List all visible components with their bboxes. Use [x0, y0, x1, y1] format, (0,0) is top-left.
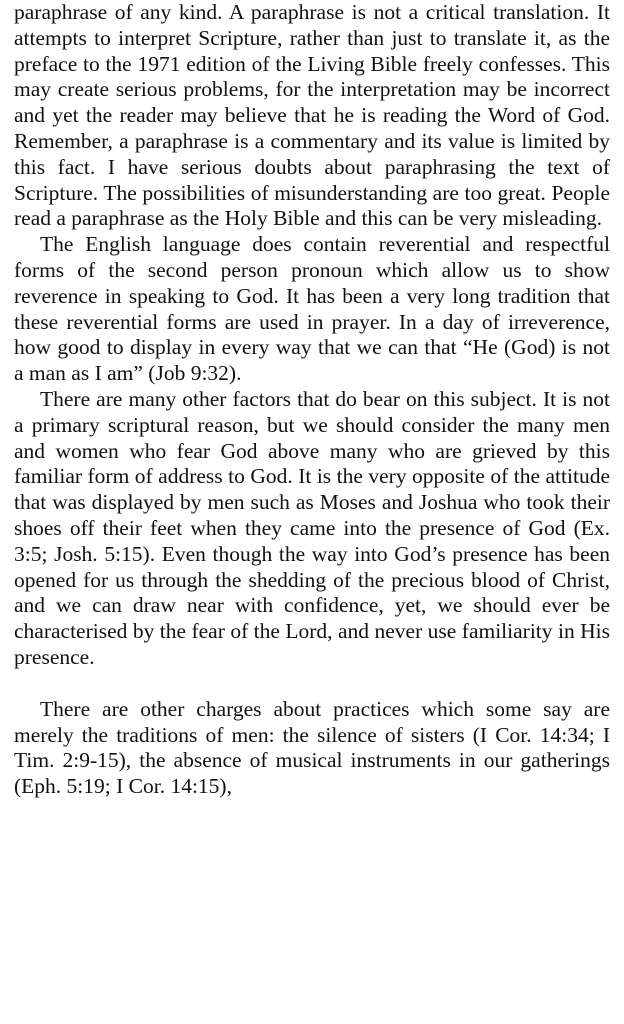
paragraph-other-factors: There are many other factors that do bear on this subject. It is not a primary scriptural reason, but we should consider the many men and women who fear God above many who are grieved by this familiar form of address to God. It is the very opposite of the attitude that was displayed by men such as Moses and Joshua who took their shoes off their feet when they came into the presence of God (Ex. 3:5; Josh. 5:15). Even though the way into God’s presence has been opened for us through the shedding of the precious blood of Christ, and we can draw near with confidence, yet, we should ever be characterised by the fear of the Lord, and never use familiarity in His presence. [14, 386, 610, 669]
paragraph-other-charges: There are other charges about practices which some say are merely the traditions of men: the silence of sisters (I Cor. 14:34; I Tim. 2:9-15), the absence of musical instruments in our gatherings (Eph. 5:19; I Cor. 14:15), [14, 696, 610, 799]
document-page [14, 0, 610, 800]
paragraph-continuation: paraphrase of any kind. A paraphrase is not a critical translation. It attempts to interpret Scripture, rather than just to translate it, as the preface to the 1971 edition of the Living Bible freely confesses. This may create serious problems, for the interpretation may be incorrect and yet the reader may believe that he is reading the Word of God. Remember, a paraphrase is a commentary and its value is limited by this fact. I have serious doubts about paraphrasing the text of Scripture. The possibilities of misunderstanding are too great. People read a paraphrase as the Holy Bible and this can be very misleading. [14, 0, 610, 231]
paragraph-reverential-forms: The English language does contain reverential and respectful forms of the second person pronoun which allow us to show reverence in speaking to God. It has been a very long tradition that these reverential forms are used in prayer. In a day of irreverence, how good to display in every way that we can that “He (God) is not a man as I am” (Job 9:32). [14, 232, 610, 386]
